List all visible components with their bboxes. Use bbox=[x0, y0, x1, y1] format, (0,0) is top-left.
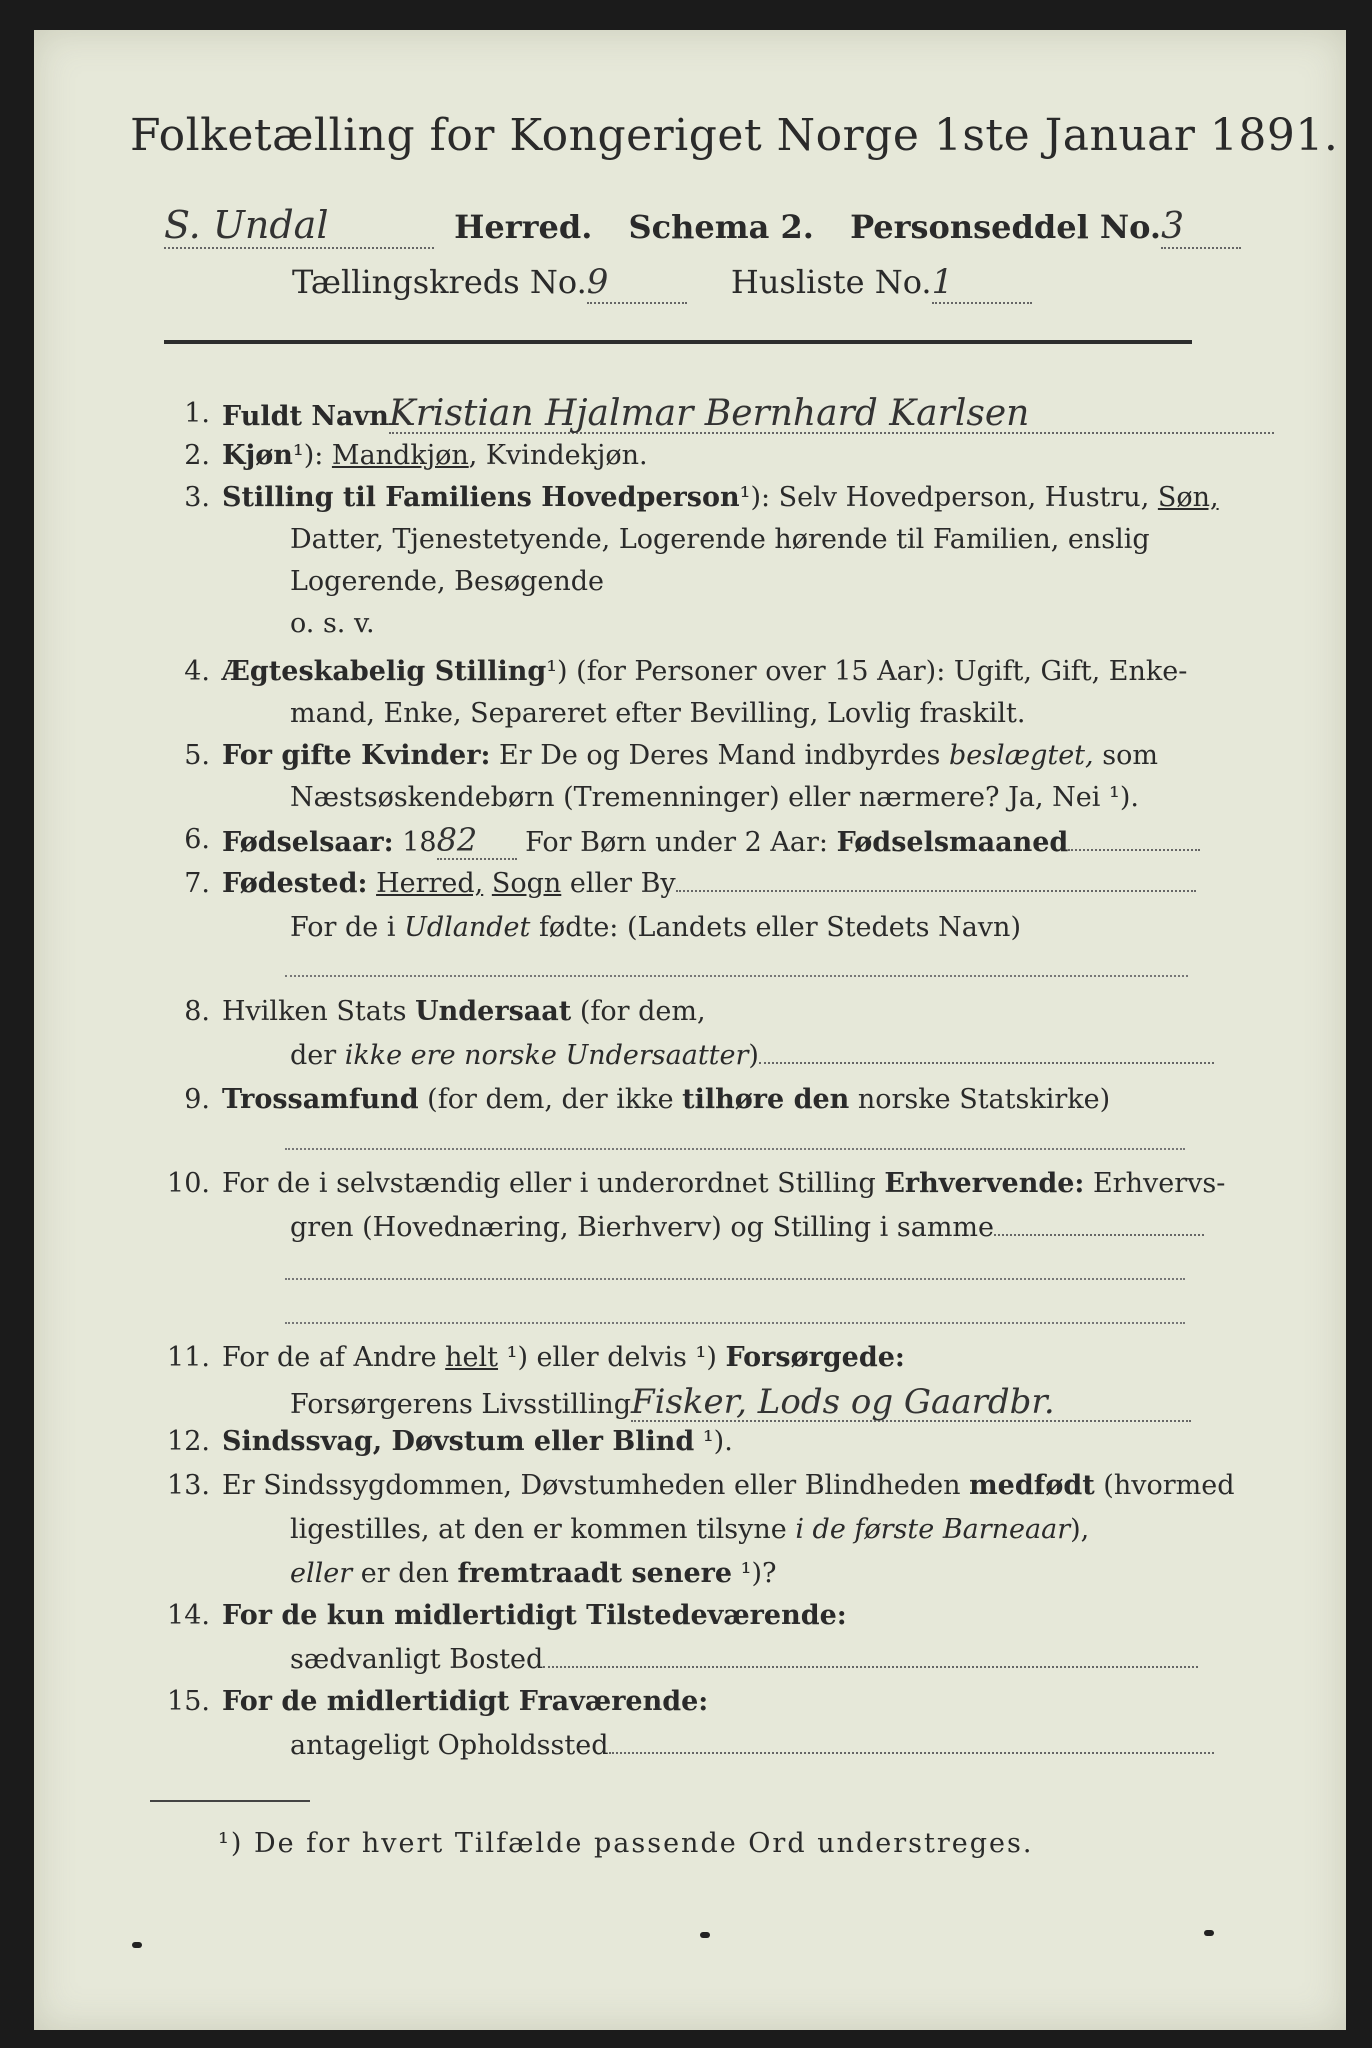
item-14-line-1 bbox=[222, 1598, 847, 1634]
item-7-blank-line bbox=[285, 975, 1188, 977]
item-9-text-c: norske Statskirke) bbox=[849, 1084, 1111, 1115]
item-13-text-3i: eller bbox=[290, 1558, 353, 1589]
full-name-value: Kristian Hjalmar Bernhard Karlsen bbox=[389, 396, 1274, 434]
item-8-text-a: Hvilken Stats bbox=[222, 996, 416, 1027]
option-mandkjon: Mandkjøn bbox=[331, 440, 469, 471]
item-15-label: For de midlertidigt Fraværende: bbox=[222, 1686, 709, 1717]
birth-year-value: 82 bbox=[437, 822, 517, 860]
item-12-line bbox=[222, 1424, 733, 1460]
item-5-label: For gifte Kvinder: bbox=[222, 740, 491, 771]
item-5-text-italic: beslægtet, bbox=[948, 740, 1094, 771]
birthplace-blank bbox=[676, 890, 1196, 892]
item-5-line-1 bbox=[222, 738, 1158, 774]
item-2-footref: ¹): bbox=[292, 440, 332, 471]
kreds-row bbox=[292, 262, 1032, 304]
item-8-line-1 bbox=[222, 994, 706, 1030]
item-9-blank-line bbox=[285, 1148, 1185, 1150]
item-3-number: 3. bbox=[184, 482, 210, 513]
schema-label: Schema 2. bbox=[628, 208, 814, 246]
item-11-text-2: Forsørgerens Livsstilling bbox=[290, 1389, 632, 1420]
item-14-label: For de kun midlertidigt Tilstedeværende: bbox=[222, 1600, 847, 1631]
herred-value: S. Undal bbox=[164, 203, 434, 249]
occupation-blank bbox=[994, 1234, 1204, 1236]
item-9-text-bold: tilhøre den bbox=[682, 1084, 850, 1115]
item-12-label: Sindssvag, Døvstum eller Blind bbox=[222, 1426, 695, 1457]
item-10-line-2 bbox=[290, 1210, 1204, 1246]
item-13-text-2b: ), bbox=[1070, 1514, 1090, 1545]
item-10-blank-line-2 bbox=[285, 1322, 1185, 1324]
item-3-label: Stilling til Familiens Hovedperson bbox=[222, 482, 740, 513]
item-7-rest: eller By bbox=[561, 868, 676, 899]
item-10-line-1 bbox=[222, 1166, 1225, 1202]
item-10-number: 10. bbox=[167, 1168, 210, 1199]
item-10-label: Erhvervende: bbox=[884, 1168, 1085, 1199]
item-4-number: 4. bbox=[184, 656, 210, 687]
item-14-number: 14. bbox=[167, 1600, 210, 1631]
item-12-rest: ¹). bbox=[694, 1426, 733, 1457]
item-6-label-2: Fødselsmaaned bbox=[836, 827, 1069, 858]
item-6-label: Fødselsaar: bbox=[222, 827, 394, 858]
personseddel-value: 3 bbox=[1161, 206, 1241, 249]
item-8-text-2b: ) bbox=[748, 1040, 759, 1071]
item-15-line-1 bbox=[222, 1684, 708, 1720]
item-14-line-2 bbox=[290, 1642, 1198, 1678]
item-9-number: 9. bbox=[184, 1084, 210, 1115]
item-5-text-a: Er De og Deres Mand indbyrdes bbox=[490, 740, 949, 771]
item-11-label: Forsørgede: bbox=[725, 1342, 905, 1373]
item-13-bold-2: fremtraadt senere bbox=[457, 1558, 733, 1589]
husliste-value: 1 bbox=[932, 262, 1032, 304]
item-13-text-a: Er Sindssygdommen, Døvstumheden eller Blindheden bbox=[222, 1470, 970, 1501]
scan-speck bbox=[132, 1942, 142, 1948]
item-8-text-c: (for dem, bbox=[571, 996, 706, 1027]
item-4-text-2: mand, Enke, Separeret efter Bevilling, Lovlig fraskilt. bbox=[290, 698, 1026, 729]
item-8-line-2 bbox=[290, 1038, 1214, 1074]
form-title: Folketælling for Kongeriget Norge 1ste Januar 1891. bbox=[130, 110, 1339, 161]
herred-row bbox=[164, 203, 1241, 249]
husliste-label: Husliste No. bbox=[730, 263, 932, 301]
item-11-line-1 bbox=[222, 1340, 905, 1376]
item-7-text-a: For de i bbox=[290, 912, 405, 943]
probable-residence-blank bbox=[609, 1752, 1214, 1754]
item-3-line-1 bbox=[222, 480, 1219, 516]
item-6-mid: For Børn under 2 Aar: bbox=[516, 827, 837, 858]
item-4-label: Ægteskabelig Stilling bbox=[222, 656, 547, 687]
item-1-line bbox=[222, 393, 1274, 435]
kreds-value: 9 bbox=[587, 262, 687, 304]
header-rule bbox=[164, 340, 1192, 344]
item-13-line-3 bbox=[290, 1556, 776, 1592]
kreds-label: Tællingskreds No. bbox=[292, 263, 587, 301]
item-7-text-italic: Udlandet bbox=[404, 912, 531, 943]
item-9-line bbox=[222, 1082, 1110, 1118]
item-3-text-2: Datter, Tjenestetyende, Logerende hørende til Familien, enslig bbox=[290, 524, 1150, 555]
item-3-text-1: ¹): Selv Hovedperson, Hustru, bbox=[739, 482, 1158, 513]
option-son: Søn, bbox=[1157, 482, 1219, 513]
item-13-bold: medfødt bbox=[969, 1470, 1095, 1501]
item-4-text-1: ¹) (for Personer over 15 Aar): Ugift, Gift, Enke- bbox=[546, 656, 1188, 687]
item-8-label: Undersaat bbox=[415, 996, 572, 1027]
item-2-line bbox=[222, 438, 648, 474]
item-13-number: 13. bbox=[167, 1470, 210, 1501]
item-8-text-italic: ikke ere norske Undersaatter bbox=[344, 1040, 749, 1071]
item-3-text-3: Logerende, Besøgende bbox=[290, 566, 604, 597]
footnote-rule bbox=[150, 1800, 310, 1802]
usual-residence-blank bbox=[543, 1666, 1198, 1668]
item-15-text-2: antageligt Opholdssted bbox=[290, 1730, 609, 1761]
item-6-number: 6. bbox=[184, 824, 210, 855]
footnote: ¹) De for hvert Tilfælde passende Ord understreges. bbox=[218, 1828, 1034, 1859]
item-12-number: 12. bbox=[167, 1426, 210, 1457]
item-11-number: 11. bbox=[167, 1342, 210, 1373]
item-8-text-2a: der bbox=[290, 1040, 345, 1071]
item-9-text-a: (for dem, der ikke bbox=[418, 1084, 683, 1115]
item-13-line-2 bbox=[290, 1512, 1089, 1548]
birth-month-blank bbox=[1068, 849, 1200, 851]
item-14-text-2: sædvanligt Bosted bbox=[290, 1644, 544, 1675]
personseddel-label: Personseddel No. bbox=[850, 208, 1162, 246]
item-10-text-a: For de i selvstændig eller i underordnet Stilling bbox=[222, 1168, 885, 1199]
item-6-line bbox=[222, 822, 1200, 861]
item-11-text-b: ¹) eller delvis ¹) bbox=[498, 1342, 726, 1373]
item-8-number: 8. bbox=[184, 996, 210, 1027]
herred-label: Herred. bbox=[454, 208, 593, 246]
item-7-label: Fødested: bbox=[222, 868, 368, 899]
item-5-text-b: som bbox=[1093, 740, 1158, 771]
item-3-text-4: o. s. v. bbox=[290, 608, 375, 639]
item-7-text-b: fødte: (Landets eller Stedets Navn) bbox=[530, 912, 1021, 943]
scan-speck bbox=[1204, 1930, 1214, 1936]
item-1-label: Fuldt Navn bbox=[222, 401, 389, 432]
item-13-text-3a: er den bbox=[352, 1558, 458, 1589]
item-11-text-a: For de af Andre bbox=[222, 1342, 446, 1373]
item-10-text-2: gren (Hovednæring, Bierhverv) og Stilling i samme bbox=[290, 1212, 995, 1243]
item-2-number: 2. bbox=[184, 440, 210, 471]
item-10-blank-line-1 bbox=[285, 1278, 1185, 1280]
option-herred: Herred, bbox=[376, 868, 484, 899]
item-7-line-2 bbox=[290, 910, 1021, 946]
item-6-prefix: 18 bbox=[393, 827, 437, 858]
citizenship-blank bbox=[759, 1062, 1214, 1064]
item-15-number: 15. bbox=[167, 1686, 210, 1717]
item-5-text-2: Næstsøskendebørn (Tremenninger) eller nærmere? Ja, Nei ¹). bbox=[290, 782, 1139, 813]
item-5-number: 5. bbox=[184, 740, 210, 771]
item-7-number: 7. bbox=[184, 868, 210, 899]
item-13-text-2a: ligestilles, at den er kommen tilsyne bbox=[290, 1514, 796, 1545]
item-9-label: Trossamfund bbox=[222, 1084, 419, 1115]
item-4-line-1 bbox=[222, 654, 1187, 690]
option-helt: helt bbox=[445, 1342, 499, 1373]
item-2-label: Kjøn bbox=[222, 440, 293, 471]
item-11-line-2 bbox=[290, 1384, 1191, 1423]
item-13-line-1 bbox=[222, 1468, 1235, 1504]
item-10-text-c: Erhvervs- bbox=[1084, 1168, 1226, 1199]
provider-occupation-value: Fisker, Lods og Gaardbr. bbox=[631, 1384, 1191, 1422]
item-7-line-1 bbox=[222, 866, 1196, 902]
item-15-line-2 bbox=[290, 1728, 1214, 1764]
option-sogn: Sogn bbox=[491, 868, 562, 899]
scan-speck bbox=[700, 1932, 710, 1938]
item-13-text-3c: ¹)? bbox=[732, 1558, 777, 1589]
item-13-text-italic: i de første Barneaar bbox=[795, 1514, 1071, 1545]
item-13-text-c: (hvormed bbox=[1094, 1470, 1235, 1501]
option-kvindekjon: , Kvindekjøn. bbox=[468, 440, 648, 471]
item-1-number: 1. bbox=[184, 398, 210, 429]
